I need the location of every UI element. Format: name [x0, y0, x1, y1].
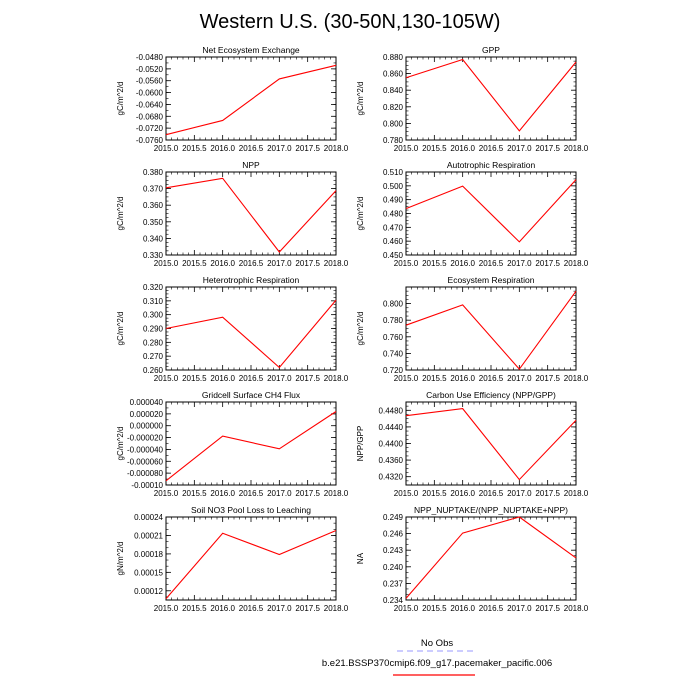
legend-label-no-obs: No Obs [420, 638, 454, 649]
y-tick-label: -0.0480 [135, 53, 163, 62]
y-tick-label: 0.780 [382, 136, 403, 145]
y-tick-label: 0.243 [382, 546, 403, 556]
x-tick-label: 2018.0 [323, 374, 349, 383]
x-tick-label: 2016.0 [210, 604, 235, 613]
x-tick-label: 2018.0 [323, 604, 349, 613]
y-tick-label: 0.720 [382, 366, 403, 375]
y-tick-label: -0.000080 [126, 469, 163, 479]
x-tick-label: 2017.0 [267, 604, 292, 613]
series-line [406, 409, 576, 480]
y-tick-label: 0.240 [382, 562, 403, 572]
x-tick-label: 2017.5 [535, 604, 560, 613]
y-tick-label: 0.00021 [134, 531, 163, 541]
y-tick-label: 0.820 [382, 102, 403, 112]
x-tick-label: 2016.5 [478, 144, 504, 153]
plot-frame [166, 172, 336, 255]
plot-frame [406, 517, 576, 600]
x-tick-label: 2015.0 [393, 259, 419, 268]
x-tick-label: 2017.5 [535, 374, 560, 383]
y-tick-label: 0.800 [382, 119, 403, 129]
x-tick-label: 2017.0 [267, 374, 292, 383]
x-tick-label: 2015.5 [182, 604, 207, 613]
panel-title: Heterotrophic Respiration [202, 275, 300, 285]
series-line [166, 411, 336, 480]
y-tick-label: 0.370 [142, 184, 163, 194]
x-tick-label: 2015.0 [153, 144, 179, 153]
y-tick-label: 0.280 [142, 338, 163, 348]
y-tick-label: -0.0520 [135, 64, 163, 74]
y-tick-label: 0.470 [382, 223, 403, 233]
x-tick-label: 2016.5 [478, 489, 504, 498]
panel-net-ecosystem-exchange [116, 45, 349, 153]
panel-autotrophic-respiration [356, 160, 589, 268]
x-tick-label: 2017.0 [507, 374, 532, 383]
y-tick-label: -0.0640 [135, 100, 163, 110]
y-tick-label: 0.460 [382, 237, 403, 247]
y-tick-label: 0.237 [382, 579, 403, 589]
x-tick-label: 2017.0 [267, 259, 292, 268]
x-tick-label: 2018.0 [563, 374, 589, 383]
x-tick-label: 2015.5 [182, 489, 207, 498]
x-tick-label: 2015.0 [153, 259, 179, 268]
x-tick-label: 2015.0 [153, 374, 179, 383]
y-tick-label: 0.290 [142, 324, 163, 334]
series-line [166, 300, 336, 367]
x-tick-label: 2018.0 [323, 144, 349, 153]
x-tick-label: 2018.0 [323, 259, 349, 268]
x-tick-label: 2017.0 [507, 489, 532, 498]
panel-title: GPP [482, 45, 500, 55]
x-tick-label: 2016.5 [238, 604, 264, 613]
y-tick-label: 0.330 [142, 251, 163, 260]
legend [322, 638, 552, 675]
series-line [406, 180, 576, 242]
y-axis-label: gC/m^2/d [356, 311, 365, 346]
y-tick-label: 0.00015 [134, 568, 163, 578]
y-tick-label: 0.300 [142, 310, 163, 320]
y-tick-label: 0.4320 [378, 472, 403, 482]
y-tick-label: 0.4400 [378, 439, 403, 449]
x-tick-label: 2015.0 [153, 489, 179, 498]
panel-ecosystem-respiration [356, 275, 589, 383]
y-tick-label: 0.780 [382, 316, 403, 326]
y-axis-label: gC/m^2/d [356, 81, 365, 116]
x-tick-label: 2017.5 [295, 489, 320, 498]
x-tick-label: 2016.0 [450, 374, 475, 383]
y-tick-label: -0.00010 [131, 481, 163, 490]
y-tick-label: -0.0600 [135, 88, 163, 98]
y-tick-label: -0.000060 [126, 457, 163, 467]
x-tick-label: 2018.0 [563, 259, 589, 268]
y-tick-label: -0.000020 [126, 433, 163, 443]
panel-title: Carbon Use Efficiency (NPP/GPP) [426, 390, 556, 400]
panel-title: Net Ecosystem Exchange [202, 45, 300, 55]
x-tick-label: 2015.0 [393, 374, 419, 383]
x-tick-label: 2018.0 [563, 144, 589, 153]
series-line [406, 59, 576, 130]
y-tick-label: 0.320 [142, 283, 163, 292]
y-tick-label: -0.000040 [126, 445, 163, 455]
x-tick-label: 2015.5 [182, 259, 207, 268]
x-tick-label: 2017.0 [267, 489, 292, 498]
y-tick-label: -0.0720 [135, 124, 163, 134]
y-axis-label: NA [356, 552, 365, 565]
x-tick-label: 2016.5 [478, 604, 504, 613]
x-tick-label: 2017.5 [295, 144, 320, 153]
x-tick-label: 2017.5 [535, 259, 560, 268]
x-tick-label: 2015.0 [393, 489, 419, 498]
panel-carbon-use-efficiency-npp-gpp [356, 390, 589, 498]
x-tick-label: 2017.5 [295, 259, 320, 268]
y-tick-label: 0.000020 [129, 409, 163, 419]
x-tick-label: 2015.5 [182, 144, 207, 153]
x-tick-label: 2016.0 [450, 144, 475, 153]
legend-label-model-run: b.e21.BSSP370cmip6.f09_g17.pacemaker_pacific.006 [321, 658, 553, 669]
series-line [406, 291, 576, 369]
panel-gridcell-surface-ch4-flux [116, 390, 349, 498]
x-tick-label: 2015.0 [393, 604, 419, 613]
panel-soil-no3-pool-loss-to-leaching [116, 505, 349, 613]
y-tick-label: 0.234 [382, 596, 403, 605]
series-line [166, 65, 336, 134]
y-tick-label: 0.860 [382, 69, 403, 79]
panel-title: NPP [242, 160, 260, 170]
x-tick-label: 2016.0 [210, 489, 235, 498]
x-tick-label: 2015.0 [153, 604, 179, 613]
series-line [166, 178, 336, 252]
x-tick-label: 2017.0 [267, 144, 292, 153]
x-tick-label: 2017.5 [295, 374, 320, 383]
y-tick-label: 0.246 [382, 529, 403, 539]
y-tick-label: 0.270 [142, 352, 163, 362]
y-tick-label: 0.880 [382, 53, 403, 62]
x-tick-label: 2018.0 [563, 489, 589, 498]
x-tick-label: 2017.5 [535, 144, 560, 153]
series-line [166, 531, 336, 599]
panel-title: Gridcell Surface CH4 Flux [201, 390, 301, 400]
x-tick-label: 2016.0 [450, 489, 475, 498]
y-axis-label: gC/m^2/d [116, 311, 125, 346]
y-tick-label: 0.00018 [134, 549, 163, 559]
x-tick-label: 2017.5 [295, 604, 320, 613]
x-tick-label: 2016.5 [238, 259, 264, 268]
y-tick-label: 0.380 [142, 168, 163, 177]
x-tick-label: 2015.5 [422, 489, 447, 498]
x-tick-label: 2017.0 [507, 604, 532, 613]
x-tick-label: 2016.0 [210, 144, 235, 153]
x-tick-label: 2016.5 [478, 374, 504, 383]
x-tick-label: 2016.0 [450, 604, 475, 613]
y-tick-label: 0.360 [142, 201, 163, 211]
y-tick-label: -0.0560 [135, 76, 163, 86]
panel-title: Autotrophic Respiration [446, 160, 536, 170]
panel-gpp [356, 45, 589, 153]
plot-frame [166, 517, 336, 600]
y-tick-label: 0.450 [382, 251, 403, 260]
x-tick-label: 2016.5 [238, 374, 264, 383]
panel-npp [116, 160, 349, 268]
y-tick-label: 0.249 [382, 513, 403, 522]
x-tick-label: 2015.5 [422, 604, 447, 613]
plot-frame [166, 402, 336, 485]
y-axis-label: gC/m^2/d [116, 426, 125, 461]
panel-npp-nuptake-npp-nuptake-npp [356, 505, 589, 613]
y-tick-label: 0.480 [382, 209, 403, 219]
plot-frame [166, 57, 336, 140]
x-tick-label: 2015.0 [393, 144, 419, 153]
y-tick-label: 0.510 [382, 168, 403, 177]
x-tick-label: 2015.5 [422, 259, 447, 268]
y-tick-label: -0.0760 [135, 136, 163, 145]
plot-frame [406, 287, 576, 370]
y-tick-label: 0.4440 [378, 422, 403, 432]
y-tick-label: 0.760 [382, 332, 403, 342]
y-tick-label: 0.310 [142, 296, 163, 306]
x-tick-label: 2017.0 [507, 144, 532, 153]
x-tick-label: 2016.0 [210, 374, 235, 383]
y-tick-label: 0.340 [142, 234, 163, 244]
y-tick-label: 0.000040 [129, 398, 163, 407]
y-tick-label: -0.0680 [135, 112, 163, 122]
y-tick-label: 0.840 [382, 86, 403, 96]
x-tick-label: 2017.5 [535, 489, 560, 498]
y-tick-label: 0.350 [142, 217, 163, 227]
x-tick-label: 2016.5 [478, 259, 504, 268]
series-line [406, 517, 576, 598]
x-tick-label: 2015.5 [422, 374, 447, 383]
y-tick-label: 0.000000 [129, 421, 163, 431]
figure-title: Western U.S. (30-50N,130-105W) [199, 11, 501, 33]
y-axis-label: NPP/GPP [356, 425, 365, 462]
y-tick-label: 0.490 [382, 195, 403, 205]
x-tick-label: 2017.0 [507, 259, 532, 268]
panel-title: Soil NO3 Pool Loss to Leaching [190, 505, 312, 515]
y-axis-label: gC/m^2/d [356, 196, 365, 231]
y-tick-label: 0.00012 [134, 586, 163, 596]
x-tick-label: 2018.0 [563, 604, 589, 613]
y-tick-label: 0.4480 [378, 406, 403, 416]
y-axis-label: gC/m^2/d [116, 81, 125, 116]
panel-title: NPP_NUPTAKE/(NPP_NUPTAKE+NPP) [414, 505, 568, 515]
x-tick-label: 2015.5 [182, 374, 207, 383]
y-axis-label: gN/m^2/d [116, 541, 125, 576]
y-tick-label: 0.740 [382, 349, 403, 359]
x-tick-label: 2018.0 [323, 489, 349, 498]
y-tick-label: 0.00024 [134, 513, 163, 522]
y-tick-label: 0.4360 [378, 456, 403, 466]
x-tick-label: 2016.0 [210, 259, 235, 268]
y-tick-label: 0.260 [142, 366, 163, 375]
x-tick-label: 2015.5 [422, 144, 447, 153]
x-tick-label: 2016.0 [450, 259, 475, 268]
panel-title: Ecosystem Respiration [447, 275, 535, 285]
x-tick-label: 2016.5 [238, 144, 264, 153]
panel-heterotrophic-respiration [116, 275, 349, 383]
x-tick-label: 2016.5 [238, 489, 264, 498]
y-axis-label: gC/m^2/d [116, 196, 125, 231]
plot-frame [166, 287, 336, 370]
y-tick-label: 0.800 [382, 299, 403, 309]
y-tick-label: 0.500 [382, 181, 403, 191]
panels [116, 45, 589, 613]
